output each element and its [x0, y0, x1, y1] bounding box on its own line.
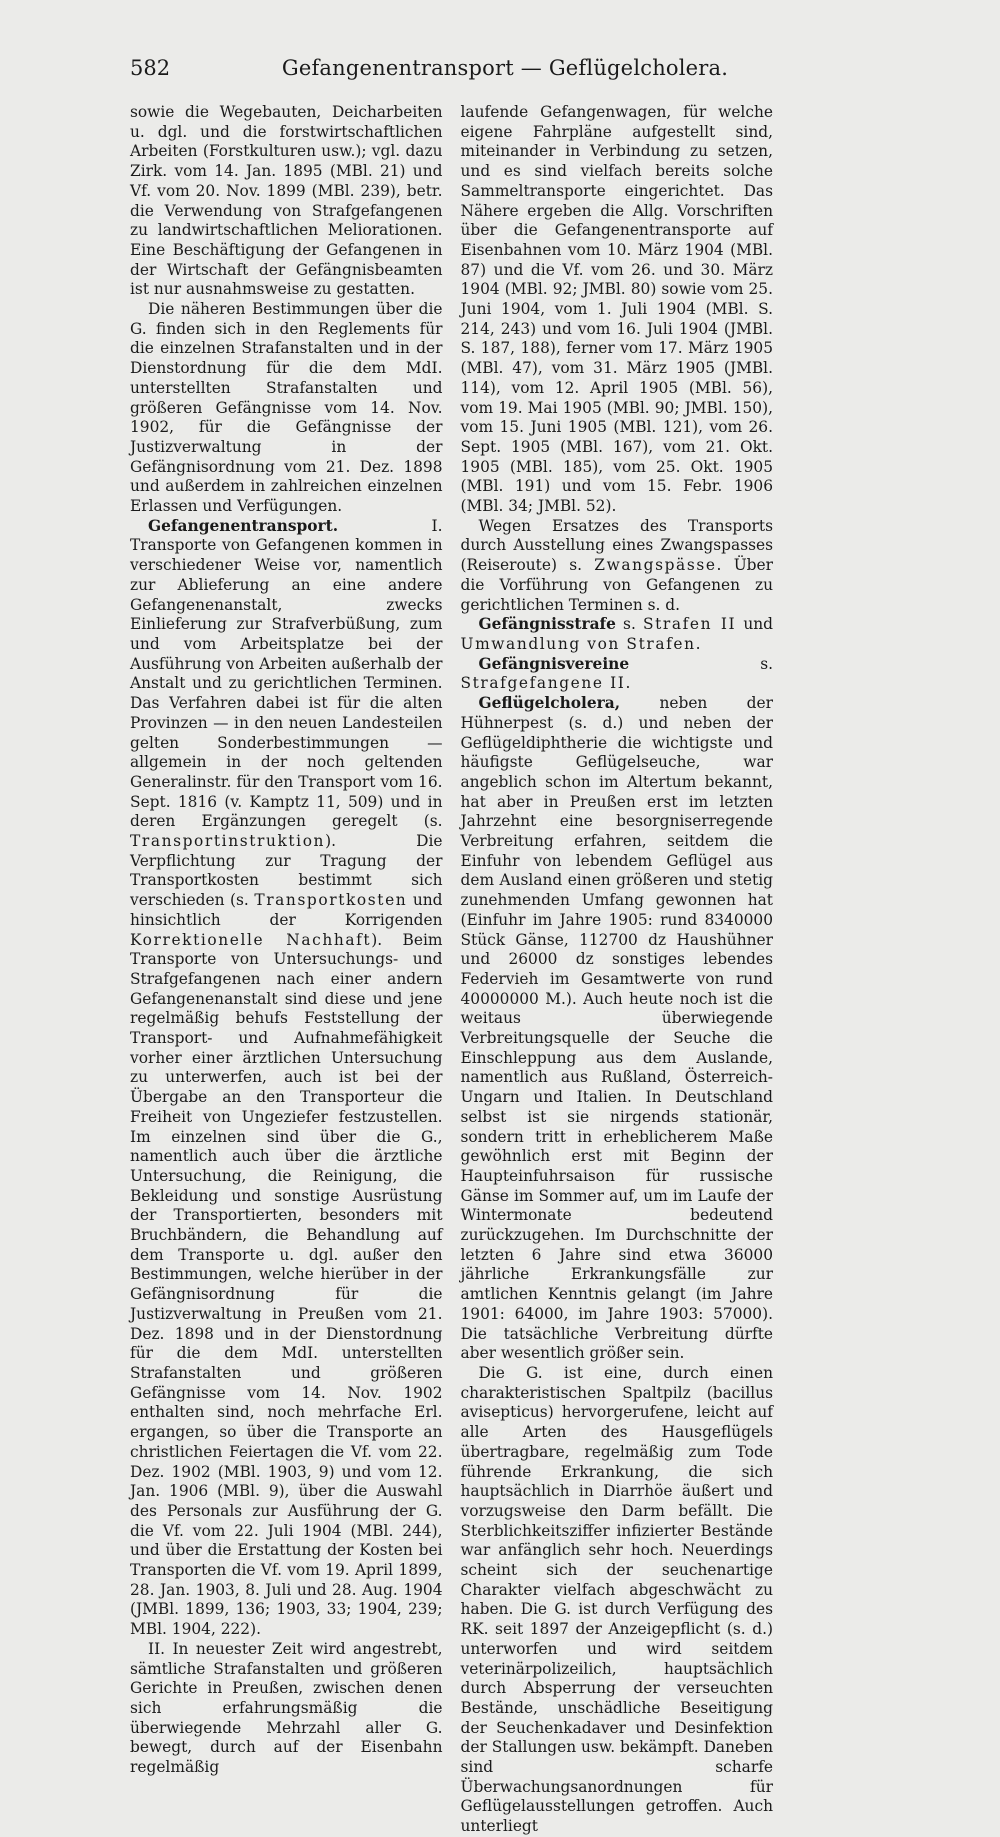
text-columns [130, 103, 773, 1837]
entry-text: und [736, 615, 774, 634]
entry-text: . [695, 634, 701, 653]
entry-text: s. [615, 615, 643, 634]
entry-term: Gefangenentransport. [148, 516, 339, 535]
entry-text: neben der Hühnerpest (s. d.) und neben der Geflügeldiphtherie die wichtigste und häufigste Geflügelseuche, war angeblich schon im Altertum bekannt, hat aber in Preußen erst im letzten Jahrzehnt eine besorgniserregende Verbreitung erfahren, seitdem die Einfuhr von lebendem Geflügel aus dem Ausland einen größeren und stetig zunehmenden Umfang gewonnen hat (Einfuhr im Jahre 1905: rund 8340000 Stück Gänse, 112700 dz Haushühner und 26000 dz sonstiges lebendes Federvieh im Gesamtwerte von rund 40000000 M.). Auch heute noch ist die weitaus überwiegende Verbreitungsquelle der Seuche die Einschleppung aus dem Auslande, namentlich aus Rußland, Österreich-Ungarn und Italien. In Deutschland selbst ist sie nirgends stationär, sondern tritt in erheblicherem Maße gewöhnlich erst mit Beginn der Haupteinfuhrsaison für russische Gänse im Sommer auf, um im Laufe der Wintermonate bedeutend zurückzugehen. Im Durchschnitte der letzten 6 Jahre sind etwa 36000 jährliche Erkrankungsfälle zur amtlichen Kenntnis gelangt (im Jahre 1901: 64000, im Jahre 1903: 57000). Die tatsächliche Verbreitung dürfte aber wesentlich größer sein. [460, 694, 773, 1363]
entry-gefaengnisstrafe [461, 615, 774, 654]
cross-reference: Strafgefangene II [460, 674, 626, 693]
entry-gefaengnisvereine [461, 655, 774, 694]
page-header [130, 56, 760, 92]
entry-text: s. [629, 654, 773, 673]
cross-reference: Umwandlung von Strafen [460, 634, 696, 653]
entry-term: Gefängnisvereine [478, 654, 630, 673]
paragraph: II. In neuester Zeit wird angestrebt, sämtliche Strafanstalten und größeren Gerichte in Preußen, zwischen denen sich erfahrungsmäßig die überwiegende Mehrzahl aller G. bewegt, durch auf der Eisenbahn regelmäßig [130, 1639, 443, 1777]
left-column [130, 103, 443, 1837]
entry-text: Wegen Ersatzes des Transports durch Ausstellung eines Zwangspasses (Reiseroute) s. [460, 516, 773, 575]
cross-reference: Transportinstruktion [130, 832, 326, 851]
paragraph: Die G. ist eine, durch einen charakteristischen Spaltpilz (bacillus avisepticus) hervorgerufene, leicht auf alle Arten des Hausgeflügels übertragbare, regelmäßig zum Tode führende Erkrankung, die sich hauptsächlich in Diarrhöe äußert und vorzugsweise den Darm befällt. Die Sterblichkeitsziffer infizierter Bestände war anfänglich sehr hoch. Neuerdings scheint sich der seuchenartige Charakter vielfach abgeschwächt zu haben. Die G. ist durch Verfügung des RK. seit 1897 der Anzeigepflicht (s. d.) unterworfen und wird seitdem veterinärpolizeilich, hauptsächlich durch Absperrung der verseuchten Bestände, unschädliche Beseitigung der Seuchenkadaver und Desinfektion der Stallungen usw. bekämpft. Daneben sind scharfe Überwachungsanordnungen für Geflügelausstellungen getroffen. Auch unterliegt [460, 1364, 773, 1836]
paragraph: sowie die Wegebauten, Deicharbeiten u. dgl. und die forstwirtschaftlichen Arbeiten (Forstkulturen usw.); vgl. dazu Zirk. vom 14. Jan. 1895 (MBl. 21) und Vf. vom 20. Nov. 1899 (MBl. 239), betr. die Verwendung von Strafgefangenen zu landwirtschaftlichen Meliorationen. Eine Beschäftigung der Gefangenen in der Wirtschaft der Gefängnisbeamten ist nur ausnahmsweise zu gestatten. [130, 103, 443, 299]
entry-text: ). Die Verpflichtung zur Tragung der Transportkosten bestimmt sich verschieden (s. [130, 832, 443, 910]
cross-reference: Transportkosten [254, 891, 408, 910]
entry-text: . Über die Vorführung von Gefangenen zu gerichtlichen Terminen s. d. [460, 556, 773, 614]
entry-gefluegelcholera [461, 694, 774, 1364]
cross-reference: Korrektionelle Nachhaft [130, 930, 372, 949]
running-head: Gefangenentransport — Geflügelcholera. [281, 56, 729, 80]
paragraph: laufende Gefangenwagen, für welche eigene Fahrpläne aufgestellt sind, miteinander in Verbindung zu setzen, und es sind vielfach bereits solche Sammeltransporte eingerichtet. Das Nähere ergeben die Allg. Vorschriften über die Gefangenentransporte auf Eisenbahnen vom 10. März 1904 (MBl. 87) und die Vf. vom 26. und 30. März 1904 (MBl. 92; JMBl. 80) sowie vom 25. Juni 1904, vom 1. Juli 1904 (MBl. S. 214, 243) und vom 16. Juli 1904 (JMBl. S. 187, 188), ferner vom 17. März 1905 (MBl. 47), vom 31. März 1905 (JMBl. 114), vom 12. April 1905 (MBl. 56), vom 19. Mai 1905 (MBl. 90; JMBl. 150), vom 15. Juni 1905 (MBl. 121), vom 26. Sept. 1905 (MBl. 167), vom 21. Okt. 1905 (MBl. 185), vom 25. Okt. 1905 (MBl. 191) und vom 15. Febr. 1906 (MBl. 34; JMBl. 52). [460, 103, 773, 516]
entry-term: Gefängnisstrafe [478, 615, 616, 634]
cross-reference: Zwangspässe [594, 556, 717, 575]
right-column [461, 103, 774, 1837]
entry-gefangenentransport [130, 517, 443, 1640]
entry-term: Geflügelcholera, [478, 694, 621, 713]
entry-text: I. Transporte von Gefangenen kommen in verschiedener Weise vor, namentlich zur Ablieferung an eine andere Gefangenenanstalt, zwecks Einlieferung zur Strafverbüßung, zum und vom Arbeitsplatze bei der Ausführung von Arbeiten außerhalb der Anstalt und zu gerichtlichen Terminen. Das Verfahren dabei ist für die alten Provinzen — in den neuen Landesteilen gelten Sonderbestimmungen — allgemein in der noch geltenden Generalinstr. für den Transport vom 16. Sept. 1816 (v. Kamptz 11, 509) und in deren Ergänzungen geregelt (s. [130, 516, 443, 831]
entry-text: und hinsichtlich der Korrigenden [130, 891, 443, 929]
paragraph [461, 517, 774, 616]
cross-reference: Strafen II [642, 615, 737, 634]
entry-text: ). Beim Transporte von Untersuchungs- und Strafgefangenen nach einer andern Gefangenenanstalt sind diese und jene regelmäßig behufs Feststellung der Transport- und Aufnahmefähigkeit vorher einer ärztlichen Untersuchung zu unterwerfen, auch ist bei der Übergabe an den Transporteur die Freiheit von Ungeziefer festzustellen. Im einzelnen sind über die G., namentlich auch über die ärztliche Untersuchung, die Reinigung, die Bekleidung und sonstige Ausrüstung der Transportierten, besonders mit Bruchbändern, die Behandlung auf dem Transporte u. dgl. außer den Bestimmungen, welche hierüber in der Gefängnisordnung für die Justizverwaltung in Preußen vom 21. Dez. 1898 und in der Dienstordnung für die dem MdI. unterstellten Strafanstalten und größeren Gefängnisse vom 14. Nov. 1902 enthalten sind, noch mehrfache Erl. ergangen, so über die Transporte an christlichen Feiertagen die Vf. vom 22. Dez. 1902 (MBl. 1903, 9) und vom 12. Jan. 1906 (MBl. 9), über die Auswahl des Personals zur Ausführung der G. die Vf. vom 22. Juli 1904 (MBl. 244), und über die Erstattung der Kosten bei Transporten die Vf. vom 19. April 1899, 28. Jan. 1903, 8. Juli und 28. Aug. 1904 (JMBl. 1899, 136; 1903, 33; 1904, 239; MBl. 1904, 222). [130, 930, 443, 1639]
page-number: 582 [130, 56, 171, 80]
paragraph: Die näheren Bestimmungen über die G. finden sich in den Reglements für die einzelnen Strafanstalten und in der Dienstordnung für die dem MdI. unterstellten Strafanstalten und größeren Gefängnisse vom 14. Nov. 1902, für die Gefängnisse der Justizverwaltung in der Gefängnisordnung vom 21. Dez. 1898 und außerdem in zahlreichen einzelnen Erlassen und Verfügungen. [130, 300, 443, 516]
entry-text: . [625, 674, 631, 693]
